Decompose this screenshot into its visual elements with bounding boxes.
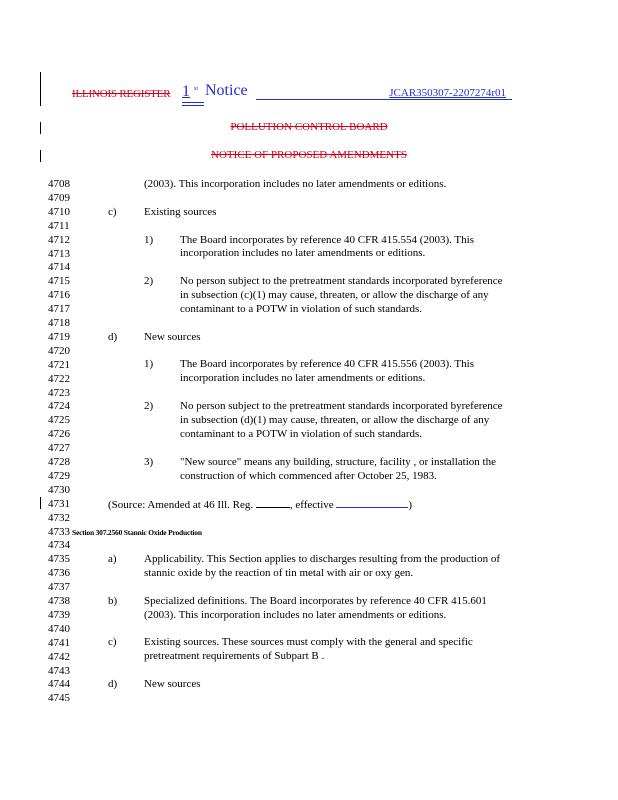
source-text: (Source: Amended at 46 Ill. Reg. xyxy=(108,499,254,511)
agency-name: POLLUTION CONTROL BOARD xyxy=(230,121,388,133)
item-label: 2) xyxy=(144,400,154,412)
line-number: 4719 xyxy=(48,330,70,343)
line-number: 4742 xyxy=(48,650,70,663)
jcar-code: JCAR350307-2207274r01 xyxy=(389,87,506,99)
item-label: d) xyxy=(108,678,118,690)
text-line: Existing sources. These sources must comply with the general and specific xyxy=(144,636,473,648)
change-bar xyxy=(40,497,41,509)
section-heading: Section 307.2560 Stannic Oxide Production xyxy=(72,528,202,537)
line-number: 4717 xyxy=(48,303,70,316)
source-text: , effective xyxy=(289,499,334,511)
line-number: 4734 xyxy=(48,539,70,552)
item-label: c) xyxy=(108,206,117,218)
text-line: Applicability. This Section applies to discharges resulting from the production of xyxy=(144,553,501,565)
line-number: 4727 xyxy=(48,442,70,455)
effective-date-blank xyxy=(336,497,408,508)
text-line: in subsection (c)(1) may cause, threaten, or allow the discharge of any xyxy=(180,289,489,301)
text-line: in subsection (d)(1) may cause, threaten, or allow the discharge of any xyxy=(180,414,490,426)
text-line: contaminant to a POTW in violation of such standards. xyxy=(180,428,423,440)
text-line: "New source" means any building, structure, facility , or installation the xyxy=(180,456,496,468)
header-rule xyxy=(256,99,512,100)
line-number: 4745 xyxy=(48,692,70,705)
item-label: 1) xyxy=(144,234,154,246)
item-label: c) xyxy=(108,636,117,648)
line-number: 4736 xyxy=(48,567,70,580)
text-line: Existing sources xyxy=(144,206,217,218)
line-number: 4723 xyxy=(48,386,70,399)
line-number: 4721 xyxy=(48,358,70,371)
source-text: ) xyxy=(408,499,413,511)
line-number: 4718 xyxy=(48,317,70,329)
text-line: (2003). This incorporation includes no later amendments or editions. xyxy=(144,178,447,190)
text-line: New sources xyxy=(144,331,201,343)
line-number: 4724 xyxy=(48,400,70,413)
source-note xyxy=(108,497,412,512)
item-label: 2) xyxy=(144,275,154,287)
line-number: 4712 xyxy=(48,233,70,246)
line-number: 4726 xyxy=(48,428,70,441)
line-number: 4738 xyxy=(48,595,70,607)
line-number: 4737 xyxy=(48,581,70,594)
line-number: 4733 xyxy=(48,525,70,538)
item-label: b) xyxy=(108,595,118,607)
line-number: 4729 xyxy=(48,469,70,482)
text-line: (2003). This incorporation includes no later amendments or editions. xyxy=(144,609,447,621)
text-line: The Board incorporates by reference 40 CFR 415.556 (2003). This xyxy=(180,358,474,370)
line-number: 4714 xyxy=(48,261,70,274)
line-number: 4740 xyxy=(48,622,70,635)
issue-number: 1 xyxy=(182,83,190,100)
item-label: d) xyxy=(108,331,118,343)
change-bar xyxy=(40,72,41,106)
text-line: No person subject to the pretreatment standards incorporated byreference xyxy=(180,275,503,287)
line-number: 4739 xyxy=(48,608,70,621)
line-number: 4720 xyxy=(48,344,70,357)
text-line: incorporation includes no later amendments or editions. xyxy=(180,372,426,384)
register-name: ILLINOIS REGISTER xyxy=(72,88,171,100)
line-number: 4716 xyxy=(48,289,70,302)
issue-suffix: st xyxy=(194,86,199,92)
item-label: 3) xyxy=(144,456,154,468)
line-number: 4744 xyxy=(48,678,70,691)
item-label: a) xyxy=(108,553,117,565)
notice-label: Notice xyxy=(205,82,248,99)
line-number: 4731 xyxy=(48,497,70,510)
text-line: No person subject to the pretreatment standards incorporated byreference xyxy=(180,400,503,412)
line-number: 4741 xyxy=(48,636,70,649)
page-header xyxy=(72,84,512,106)
text-line: stannic oxide by the reaction of tin metal with air or oxy gen. xyxy=(144,567,414,579)
line-number: 4735 xyxy=(48,553,70,566)
line-number: 4732 xyxy=(48,511,70,524)
line-number: 4725 xyxy=(48,414,70,427)
text-line: The Board incorporates by reference 40 CFR 415.554 (2003). This xyxy=(180,234,474,246)
line-number: 4710 xyxy=(48,205,70,218)
text-line: construction of which commenced after October 25, 1983. xyxy=(180,470,437,482)
text-line: pretreatment requirements of Subpart B . xyxy=(144,650,325,662)
text-line: contaminant to a POTW in violation of such standards. xyxy=(180,303,423,315)
line-number: 4728 xyxy=(48,456,70,468)
double-underline xyxy=(182,102,204,106)
register-page-blank xyxy=(256,497,290,508)
line-number: 4715 xyxy=(48,275,70,288)
line-number: 4730 xyxy=(48,483,70,496)
line-number: 4713 xyxy=(48,247,70,260)
line-number: 4708 xyxy=(48,178,70,190)
line-number: 4711 xyxy=(48,219,70,232)
text-line: Specialized definitions. The Board incorporates by reference 40 CFR 415.601 xyxy=(144,595,487,607)
line-number: 4722 xyxy=(48,372,70,385)
line-number: 4743 xyxy=(48,664,70,677)
notice-type: NOTICE OF PROPOSED AMENDMENTS xyxy=(211,149,407,161)
text-line: incorporation includes no later amendments or editions. xyxy=(180,247,426,259)
line-number: 4709 xyxy=(48,191,70,204)
item-label: 1) xyxy=(144,358,154,370)
text-line: New sources xyxy=(144,678,201,690)
